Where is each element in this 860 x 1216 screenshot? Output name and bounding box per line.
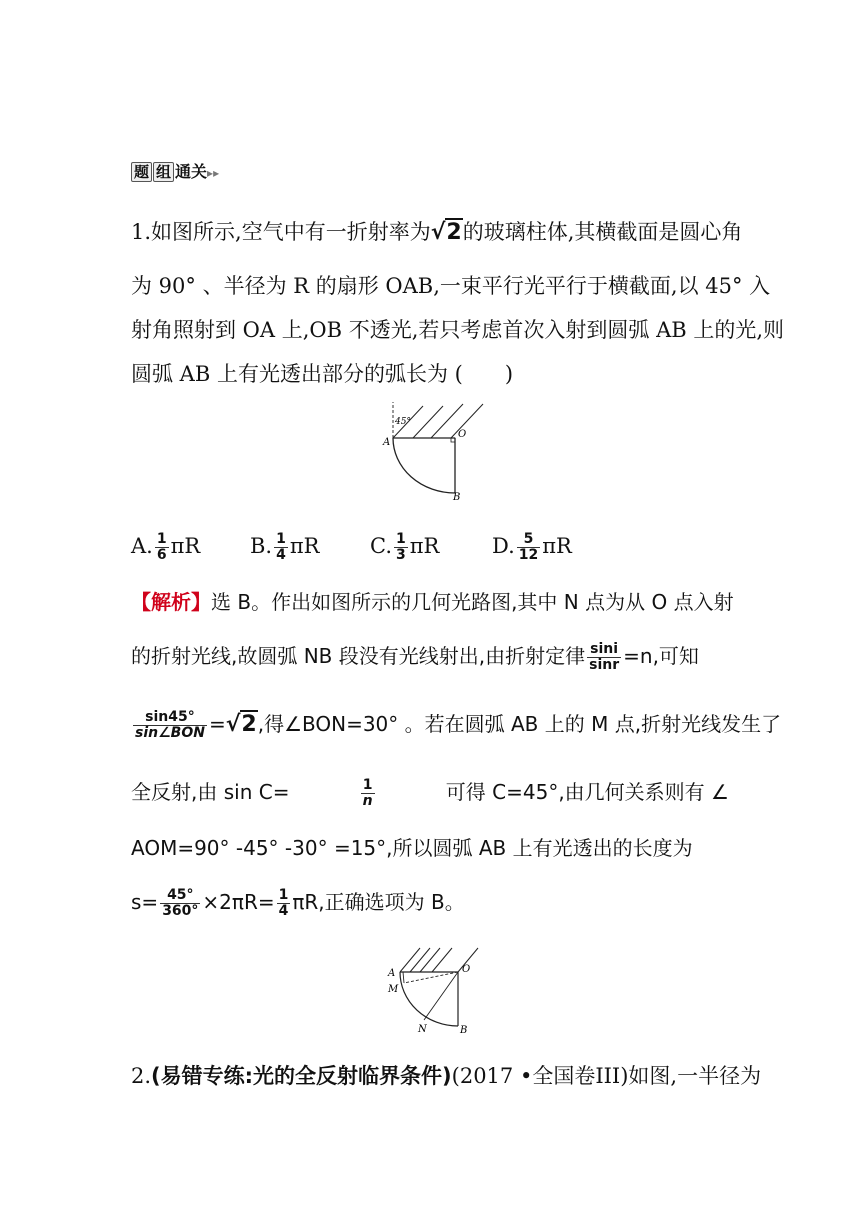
choice-d-den: 12 [518,547,539,563]
choice-c-den: 3 [396,547,406,563]
sol-text-2b: =n,可知 [623,644,699,668]
fig2-label-m: M [388,984,399,995]
choice-a-den: 6 [156,547,167,563]
q1-line-4: 圆弧 AB 上有光透出部分的弧长为 ( ) [131,362,514,386]
ratio-fraction [133,710,207,741]
arc-den: 360° [162,903,199,919]
q2-text: (2017 •全国卷III)如图,一半径为 [451,1064,762,1088]
snell-fraction [587,642,621,673]
fig1-label-o: O [458,429,467,440]
section-header [131,159,219,182]
sol-text-2a: 的折射光线,故圆弧 NB 段没有光线射出,由折射定律 [131,644,586,668]
q2-number: 2. [131,1064,152,1088]
critical-den: n [362,793,373,809]
q1-figure [375,398,495,502]
q1-text-1a: 1.如图所示,空气中有一折射率为 [131,220,431,244]
q1-text-1b: 的玻璃柱体,其横截面是圆心角 [462,220,743,244]
header-badge-1: 题 [131,162,152,182]
choice-c-tail: πR [409,534,440,558]
choice-d[interactable] [492,532,572,563]
choice-b-num: 1 [276,531,286,547]
solution-tag: 【解析】 [131,590,211,614]
snell-num: sini [587,642,621,658]
sqrt-symbol: √2 [430,220,462,245]
sqrt-symbol-2: √2 [225,712,257,737]
fig2-label-n: N [418,1024,427,1034]
critical-num: 1 [361,778,375,794]
fig1-label-b: B [453,492,461,502]
q1-line-2: 为 90° 、半径为 R 的扇形 OAB,一束平行光平行于横截面,以 45° 入 [131,274,771,298]
ratio-num: sin45° [133,710,207,726]
result-fraction [277,888,291,919]
choice-d-label: D. [492,534,515,558]
choice-c-fraction [394,532,408,563]
result-num: 1 [278,887,289,903]
choice-a[interactable] [131,532,200,563]
critical-fraction [361,778,375,809]
arc-fraction [160,888,200,919]
choice-d-fraction [517,532,540,563]
fig2-label-b: B [460,1025,468,1034]
sol-sqrt-value: 2 [241,712,257,737]
choice-b-tail: πR [289,534,320,558]
sol-text-3b: ,得∠BON=30° 。若在圆弧 AB 上的 M 点,折射光线发生了 [257,712,782,736]
sol-line-1 [131,588,734,616]
header-tail: 通关 [175,162,208,181]
choice-c-label: C. [370,534,392,558]
sol-line-2 [131,642,699,673]
choice-d-num: 5 [517,532,540,548]
choice-c-num: 1 [396,531,406,547]
sol-text-1: 选 B。作出如图所示的几何光路图,其中 N 点为从 O 点入射 [211,590,734,614]
solution-figure [380,942,490,1034]
choice-a-tail: πR [170,534,201,558]
sol-text-4a: 全反射,由 sin C= [131,780,290,804]
sol-line-6 [131,888,465,919]
q1-line-1 [131,218,742,247]
q2-line-1 [131,1062,761,1090]
sol-line-4 [131,778,729,809]
q1-line-3: 射角照射到 OA 上,OB 不透光,若只考虑首次入射到圆弧 AB 上的光,则 [131,318,785,342]
ratio-den: sin∠BON [135,725,205,741]
result-den: 4 [278,903,289,919]
fig2-label-o: O [462,964,471,975]
choice-a-label: A. [131,534,153,558]
sol-text-6c: πR,正确选项为 B。 [292,890,465,914]
sol-text-6a: s= [131,890,159,914]
choice-b-label: B. [250,534,273,558]
q1-sqrt-value: 2 [446,220,462,245]
fig1-label-a: A [383,437,391,448]
choice-a-num: 1 [156,531,167,547]
header-badge-2: 组 [153,162,174,182]
snell-den: sinr [589,657,620,673]
fig1-angle-label: 45° [395,417,411,427]
choice-d-tail: πR [542,534,572,558]
sol-text-6b: ×2πR= [202,890,275,914]
choice-b-den: 4 [276,547,286,563]
choice-b-fraction [274,532,288,563]
fig2-label-a: A [388,968,396,979]
sol-eq: = [208,712,226,736]
sol-line-5: AOM=90° -45° -30° =15°,所以圆弧 AB 上有光透出的长度为 [131,836,693,860]
choice-c[interactable] [370,532,439,563]
arc-num: 45° [160,888,200,904]
q2-tag: (易错专练:光的全反射临界条件) [151,1064,452,1088]
choice-a-fraction [155,532,169,563]
choice-b[interactable] [250,532,319,563]
sol-line-3 [131,710,781,741]
sol-text-4b: 可得 C=45°,由几何关系则有 ∠ [445,780,729,804]
header-arrow-icon: ▸▸ [207,166,220,180]
